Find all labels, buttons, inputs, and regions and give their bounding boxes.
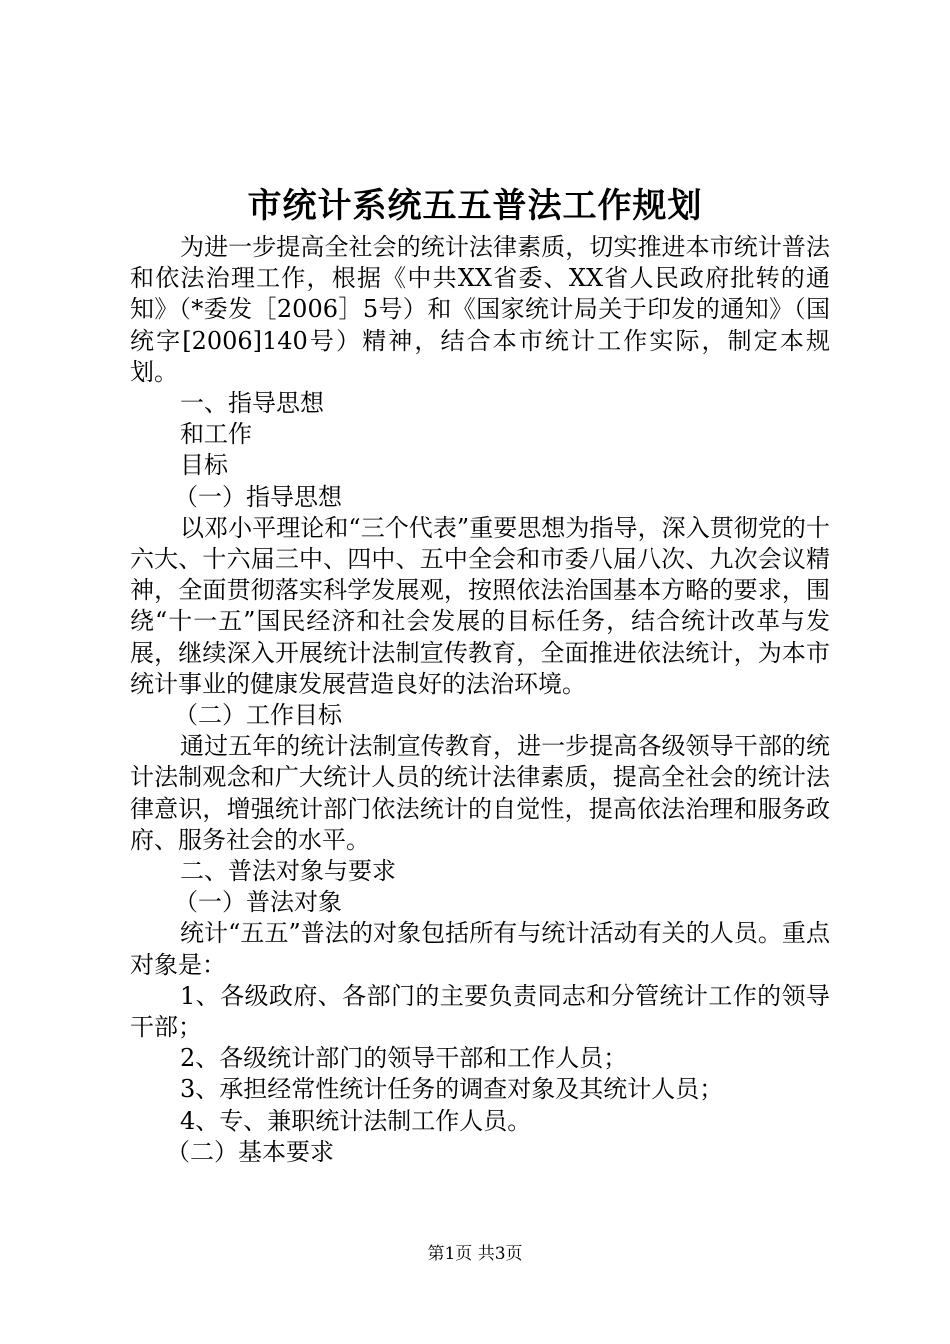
paragraph-targets: 统计“五五”普法的对象包括所有与统计活动有关的人员。重点对象是：	[130, 919, 830, 979]
list-item-3: 3、承担经常性统计任务的调查对象及其统计人员；	[180, 1075, 724, 1104]
page-footer: 第1页 共3页	[427, 1244, 523, 1264]
subheading-targets: （一）普法对象	[174, 888, 342, 917]
subheading-guiding-ideology: （一）指导思想	[174, 482, 342, 511]
heading-fragment-work: 和工作	[180, 420, 252, 449]
paragraph-guiding-ideology: 以邓小平理论和“三个代表”重要思想为指导，深入贯彻党的十六大、十六届三中、四中、五中全会和市委八届八次、九次会议精神，全面贯彻落实科学发展观，按照依法治国基本方略的要求，围绕“十一五”国民经济和社会发展的目标任务，结合统计改革与发展，继续深入开展统计法制宣传教育，全面推进依法统计，为本市统计事业的健康发展营造良好的法治环境。	[130, 513, 830, 698]
list-item-2: 2、各级统计部门的领导干部和工作人员；	[180, 1044, 628, 1073]
heading-targets-requirements: 二、普法对象与要求	[180, 857, 396, 886]
heading-fragment-goal: 目标	[180, 451, 228, 480]
list-item-1: 1、各级政府、各部门的主要负责同志和分管统计工作的领导干部；	[130, 981, 830, 1042]
heading-guiding-ideology: 一、指导思想	[180, 389, 324, 418]
paragraph-intro: 为进一步提高全社会的统计法律素质，切实推进本市统计普法和依法治理工作，根据《中共XX省委、XX省人民政府批转的通知》（*委发［2006］5号）和《国家统计局关于印发的通知》（国统字[2006]140号）精神，结合本市统计工作实际，制定本规划。	[130, 233, 830, 386]
document-title: 市统计系统五五普法工作规划	[247, 186, 703, 226]
subheading-work-goal: （二）工作目标	[174, 701, 342, 730]
paragraph-work-goal: 通过五年的统计法制宣传教育，进一步提高各级领导干部的统计法制观念和广大统计人员的统计法律素质，提高全社会的统计法律意识，增强统计部门依法统计的自觉性，提高依法治理和服务政府、服务社会的水平。	[130, 732, 830, 854]
subheading-basic-requirements: （二）基本要求	[166, 1137, 334, 1166]
document-body	[130, 232, 830, 1168]
list-item-4: 4、专、兼职统计法制工作人员。	[180, 1106, 532, 1135]
